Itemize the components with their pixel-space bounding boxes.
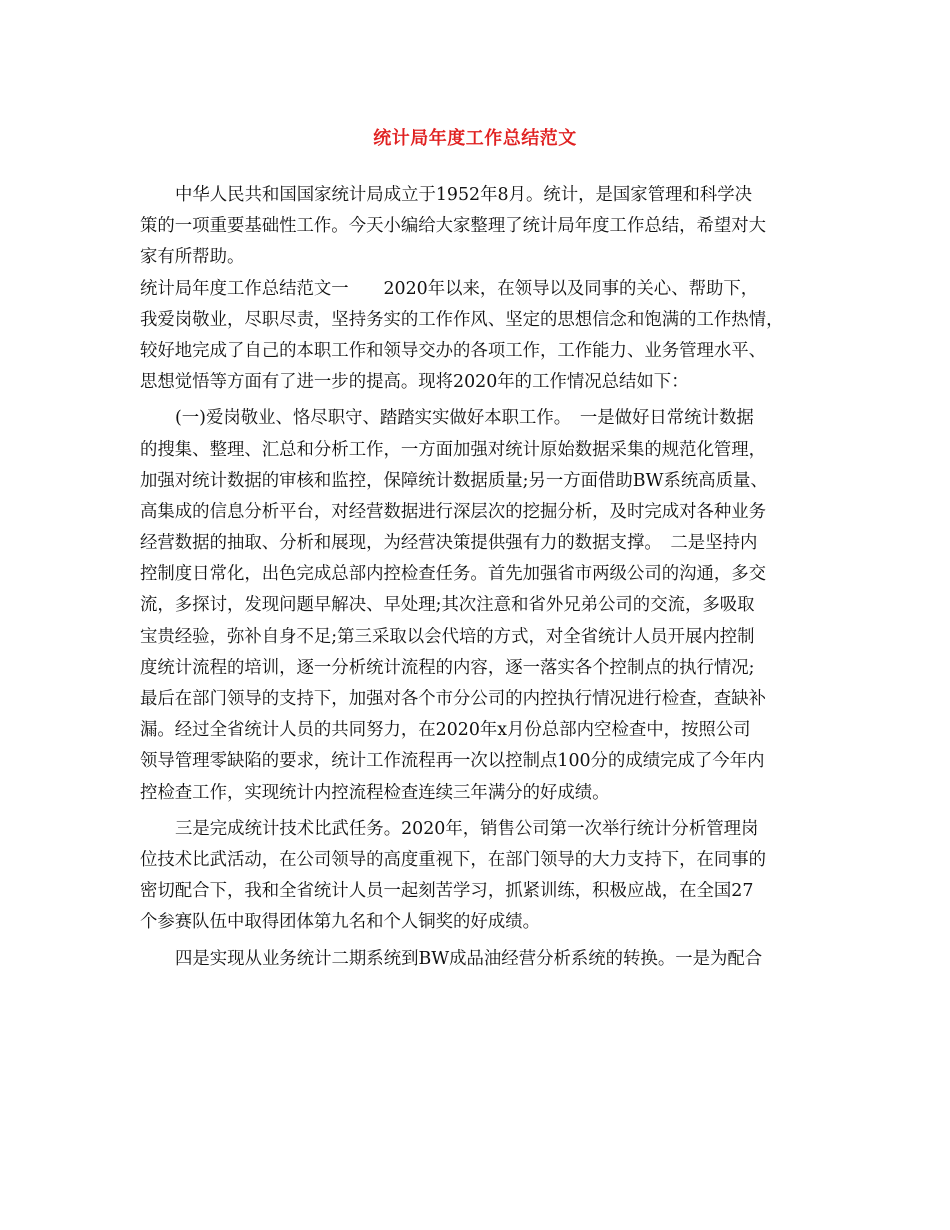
text-line: 宝贵经验，弥补自身不足;第三采取以会代培的方式，对全省统计人员开展内控制 <box>140 626 755 647</box>
text-line: 最后在部门领导的支持下，加强对各个市分公司的内控执行情况进行检查，查缺补 <box>140 689 767 709</box>
text-line: 位技术比武活动，在公司领导的高度重视下，在部门领导的大力支持下，在同事的 <box>140 849 767 870</box>
text-line: 三是完成统计技术比武任务。2020年，销售公司第一次举行统计分析管理岗 <box>175 818 759 839</box>
text-line: 策的一项重要基础性工作。今天小编给大家整理了统计局年度工作总结，希望对大 <box>140 216 767 237</box>
text-line: 控制度日常化，出色完成总部内控检查任务。首先加强省市两级公司的沟通，多交 <box>140 564 767 585</box>
text-line: 中华人民共和国国家统计局成立于1952年8月。统计，是国家管理和科学决 <box>175 185 753 205</box>
text-line: 经营数据的抽取、分析和展现，为经营决策提供强有力的数据支撑。 二是坚持内 <box>140 533 758 554</box>
text-line: 家有所帮助。 <box>140 247 245 268</box>
text-line: 加强对统计数据的审核和监控，保障统计数据质量;另一方面借助BW系统高质量、 <box>140 470 768 491</box>
text-line: 统计局年度工作总结范文一 2020年以来，在领导以及同事的关心、帮助下， <box>140 278 759 299</box>
text-line: 个参赛队伍中取得团体第九名和个人铜奖的好成绩。 <box>140 912 540 933</box>
text-line: 漏。经过全省统计人员的共同努力，在2020年x月份总部内空检查中，按照公司 <box>140 720 751 741</box>
text-line: 高集成的信息分析平台，对经营数据进行深层次的挖掘分析，及时完成对各种业务 <box>140 501 767 522</box>
text-line: 的搜集、整理、汇总和分析工作，一方面加强对统计原始数据采集的规范化管理， <box>140 439 767 460</box>
text-line: 我爱岗敬业，尽职尽责，坚持务实的工作作风、坚定的思想信念和饱满的工作热情， <box>140 309 784 330</box>
text-line: 密切配合下，我和全省统计人员一起刻苦学习，抓紧训练，积极应战，在全国27 <box>140 881 754 902</box>
text-line: 领导管理零缺陷的要求，统计工作流程再一次以控制点100分的成绩完成了今年内 <box>140 751 765 772</box>
text-line: (一)爱岗敬业、恪尽职守、踏踏实实做好本职工作。 一是做好日常统计数据 <box>175 408 754 429</box>
text-line: 较好地完成了自己的本职工作和领导交办的各项工作，工作能力、业务管理水平、 <box>140 340 767 361</box>
text-line: 度统计流程的培训，逐一分析统计流程的内容，逐一落实各个控制点的执行情况; <box>140 657 755 678</box>
text-line: 流，多探讨，发现问题早解决、早处理;其次注意和省外兄弟公司的交流，多吸取 <box>140 595 755 616</box>
text-line: 思想觉悟等方面有了进一步的提高。现将2020年的工作情况总结如下： <box>140 372 689 393</box>
document-body <box>140 180 820 975</box>
text-line: 控检查工作，实现统计内控流程检查连续三年满分的好成绩。 <box>140 782 610 803</box>
text-line: 四是实现从业务统计二期系统到BW成品油经营分析系统的转换。一是为配合 <box>175 948 763 969</box>
document-title: 统计局年度工作总结范文 <box>373 128 577 149</box>
